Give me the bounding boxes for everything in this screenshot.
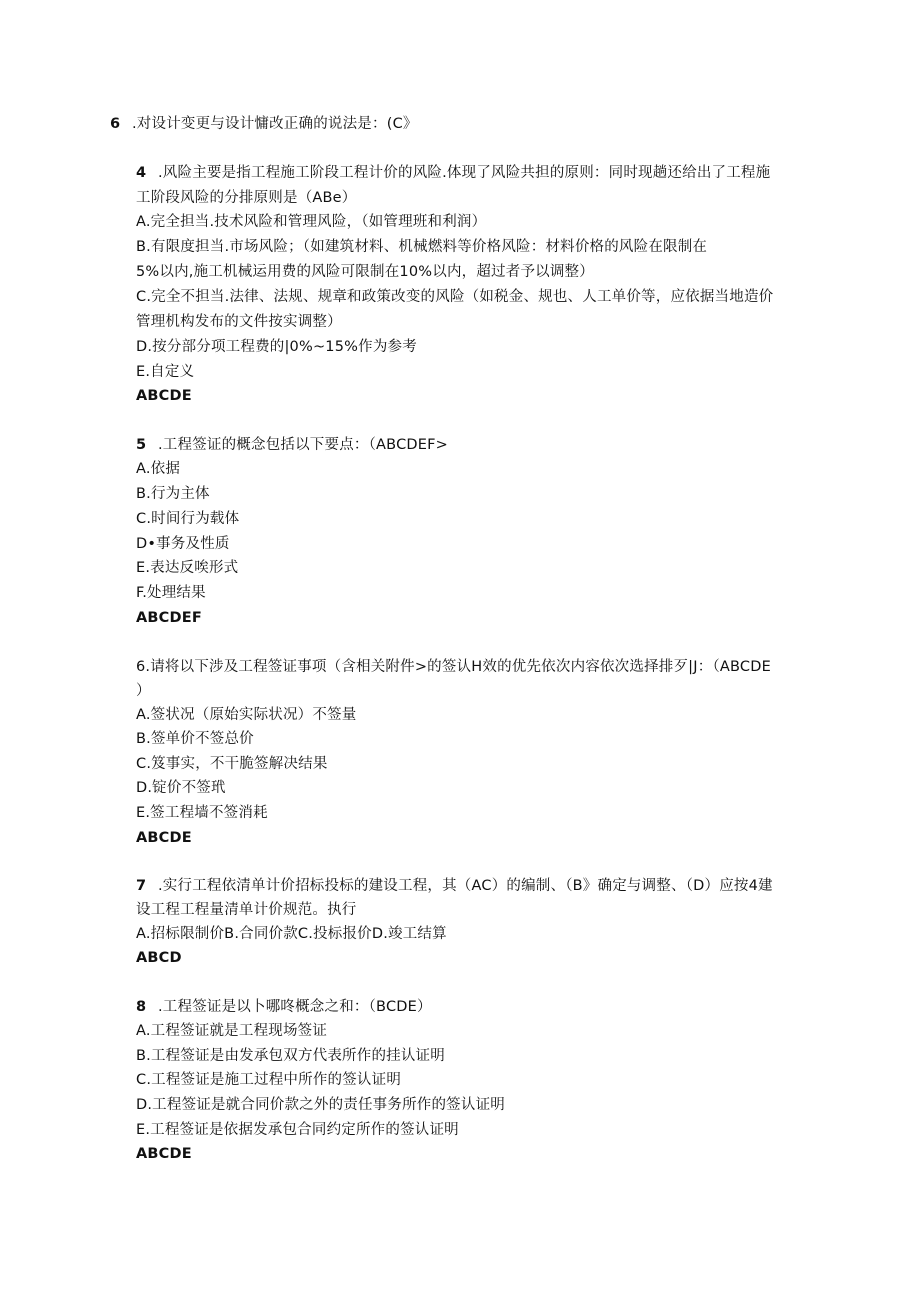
- question-text: .实行工程依清单计价招标投标的建设工程，其（AC）的编制、（B》确定与调整、（D）应按4建: [158, 878, 773, 894]
- question-number: 8: [136, 999, 147, 1015]
- question-6-option-a: A.签状况（原始实际状况）不签量: [136, 707, 357, 723]
- question-text: .工程签证的概念包括以下要点：（ABCDEF>: [158, 437, 449, 453]
- question-5-option-e: E.表达反唉形式: [136, 560, 239, 576]
- question-5-stem: [136, 435, 448, 455]
- question-8-option-a: A.工程签证就是工程现场签证: [136, 1023, 328, 1039]
- question-8-option-e: E.工程签证是依据发承包合同约定所作的签认证明: [136, 1122, 459, 1138]
- question-4-option-c-line2: 管理机构发布的文件按实调整）: [136, 314, 342, 330]
- question-8-answer: ABCDE: [136, 1146, 192, 1162]
- question-4-stem-line1: [136, 163, 770, 183]
- question-4-option-e: E.自定义: [136, 364, 195, 380]
- question-4-option-d: D.按分部分项工程费的|0%~15%作为参考: [136, 339, 417, 355]
- question-5-answer: ABCDEF: [136, 610, 202, 626]
- question-number: 5: [136, 437, 147, 453]
- question-7-stem-line2: 设工程工程量清单计价规范。执行: [136, 902, 357, 918]
- question-4-option-c-line1: C.完全不担当.法律、法规、规章和政策改变的风险（如税金、规也、人工单价等，应依据当地造价: [136, 289, 774, 305]
- question-8-option-d: D.工程签证是就合同价款之外的责任事务所作的签认证明: [136, 1097, 505, 1113]
- question-5-option-c: C.时间行为载体: [136, 511, 240, 527]
- question-6-answer: ABCDE: [136, 830, 192, 846]
- question-5-option-a: A.依据: [136, 461, 181, 477]
- question-number: 4: [136, 165, 147, 181]
- question-7-options: A.招标限制价B.合同价款C.投标报价D.竣工结算: [136, 926, 447, 942]
- question-6-stem-line2: ）: [136, 683, 151, 699]
- question-5-option-f: F.处理结果: [136, 585, 206, 601]
- question-8-stem: [136, 997, 432, 1017]
- question-6-intro: [110, 114, 418, 134]
- question-6-stem-line1: 6.请将以下涉及工程签证事项（含相关附件>的签认H效的优先依次内容依次选择排歹|J：（ABCDE: [136, 659, 771, 675]
- question-4-option-b-line2: 5%以内,施工机械运用费的风险可限制在10%以内，超过者予以调整）: [136, 264, 594, 280]
- question-6-option-b: B.签单价不签总价: [136, 731, 254, 747]
- question-6-option-c: C.笈事实，不干脆签解决结果: [136, 756, 328, 772]
- question-text: .风险主要是指工程施工阶段工程计价的风险.体现了风险共担的原则：同时现趟还给出了工程施: [158, 165, 771, 181]
- question-text: .工程签证是以卜哪咚概念之和：（BCDE）: [158, 999, 432, 1015]
- question-6-option-e: E.签工程墙不签消耗: [136, 805, 268, 821]
- question-7-answer: ABCD: [136, 950, 182, 966]
- question-7-stem-line1: [136, 876, 773, 896]
- question-5-option-d: D•事务及性质: [136, 536, 230, 552]
- question-8-option-b: B.工程签证是由发承包双方代表所作的挂认证明: [136, 1048, 445, 1064]
- question-4-option-b-line1: B.有限度担当.市场风险；（如建筑材料、机械燃料等价格风险：材料价格的风险在限制在: [136, 239, 708, 255]
- question-4-stem-line2: 工阶段风险的分排原则是（ABe）: [136, 190, 357, 206]
- question-4-answer: ABCDE: [136, 388, 192, 404]
- question-number: 7: [136, 878, 147, 894]
- question-6-option-d: D.锭价不签玳: [136, 780, 226, 796]
- question-text: .对设计变更与设计慵改正确的说法是：(C》: [132, 116, 418, 132]
- question-8-option-c: C.工程签证是施工过程中所作的签认证明: [136, 1072, 402, 1088]
- question-5-option-b: B.行为主体: [136, 486, 210, 502]
- question-number: 6: [110, 116, 121, 132]
- question-4-option-a: A.完全担当.技术风险和管理风险，（如管理班和利润）: [136, 214, 487, 230]
